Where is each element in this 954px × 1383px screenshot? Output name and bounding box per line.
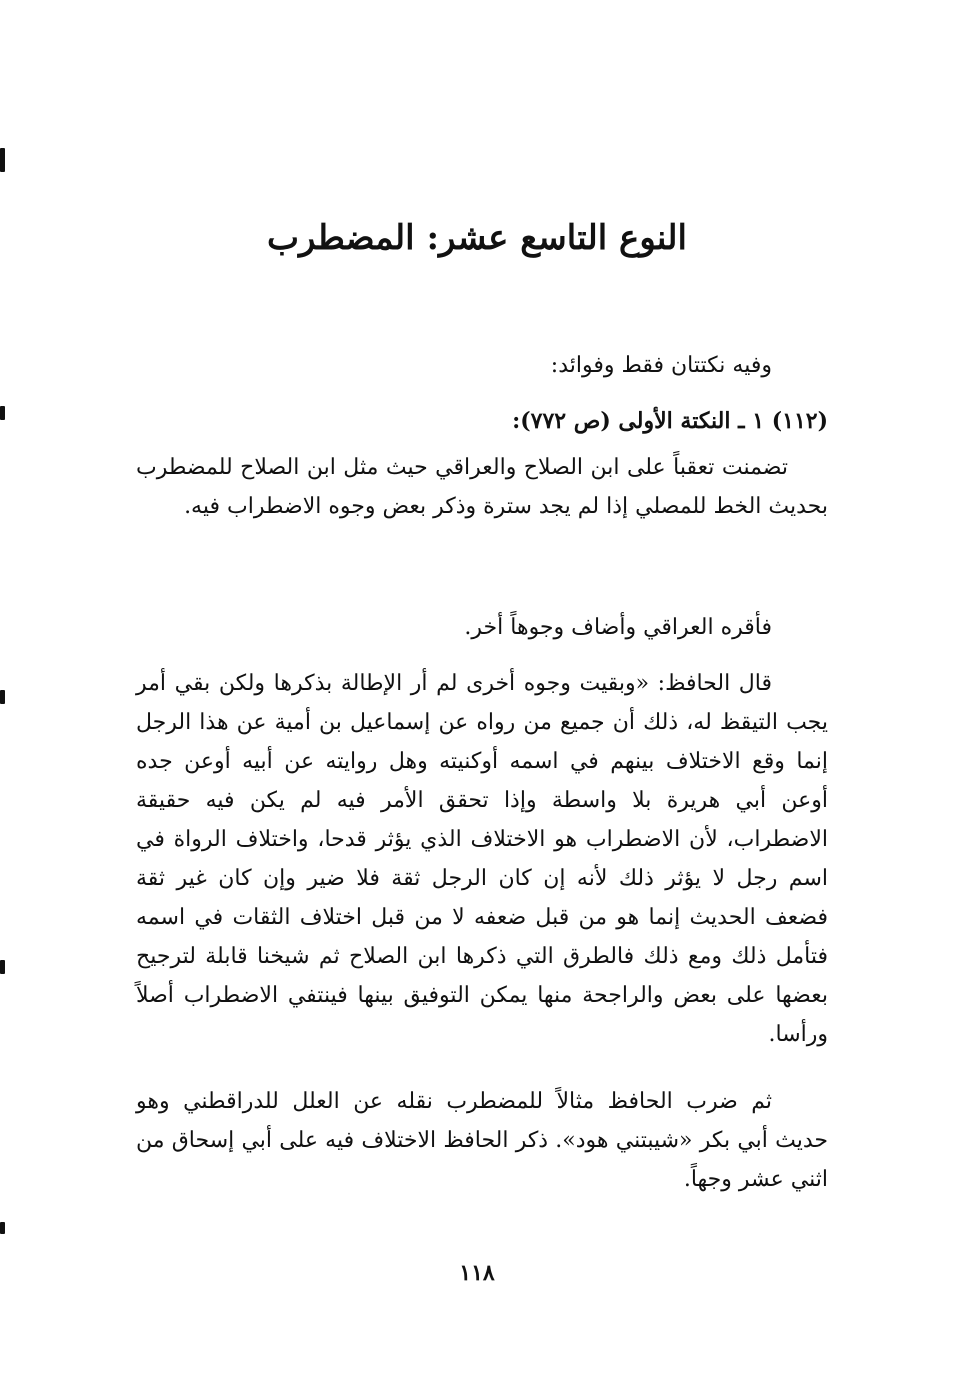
- page-number: ١١٨: [459, 1260, 495, 1286]
- scan-margin-mark: [0, 406, 5, 420]
- paragraph-2: فأقره العراقي وأضاف وجوهاً أخر.: [464, 615, 772, 640]
- scan-margin-mark: [0, 960, 5, 974]
- paragraph-4: ثم ضرب الحافظ مثالاً للمضطرب نقله عن العلل للدراقطني وهو حديث أبي بكر «شيبتني هود». ذكر الحافظ الاختلاف فيه على أبي إسحاق من اثني عشر وجهاً.: [136, 1089, 828, 1192]
- intro-line: وفيه نكتتان فقط وفوائد:: [550, 353, 772, 378]
- scan-margin-mark: [0, 1222, 5, 1234]
- scan-margin-mark: [0, 148, 5, 172]
- chapter-title: النوع التاسع عشر: المضطرب: [267, 218, 687, 258]
- nukta-heading: (١١٢) ١ ـ النكتة الأولى (ص ٧٧٢):: [512, 408, 828, 434]
- paragraph-3: قال الحافظ: «وبقيت وجوه أخرى لم أر الإطالة بذكرها ولكن بقي أمر يجب التيقظ له، ذلك أن جميع من رواه عن إسماعيل بن أمية عن هذا الرجل إنما وقع الاختلاف بينهم في اسمه أوكنيته وهل روايته عن أبيه أوعن جده أوعن أبي هريرة بلا واسطة وإذا تحقق الأمر فيه لم يكن فيه حقيقة الاضطراب، لأن الاضطراب هو الاختلاف الذي يؤثر قدحا، واختلاف الرواة في اسم رجل لا يؤثر ذلك لأنه إن كان الرجل ثقة فلا ضير وإن كان غير ثقة فضعف الحديث إنما هو من قبل ضعفه لا من قبل اختلاف الثقات في اسمه فتأمل ذلك ومع ذلك فالطرق التي ذكرها ابن الصلاح ثم شيخنا قابلة لترجيح بعضها على بعض والراجحة منها يمكن التوفيق بينها فينتفي الاضطراب أصلاً ورأسا.: [136, 671, 828, 1047]
- paragraph-1: تضمنت تعقباً على ابن الصلاح والعراقي حيث مثل ابن الصلاح للمضطرب بحديث الخط للمصلي إذا لم يجد سترة وذكر بعض وجوه الاضطراب فيه.: [136, 455, 828, 519]
- scan-margin-mark: [0, 690, 5, 704]
